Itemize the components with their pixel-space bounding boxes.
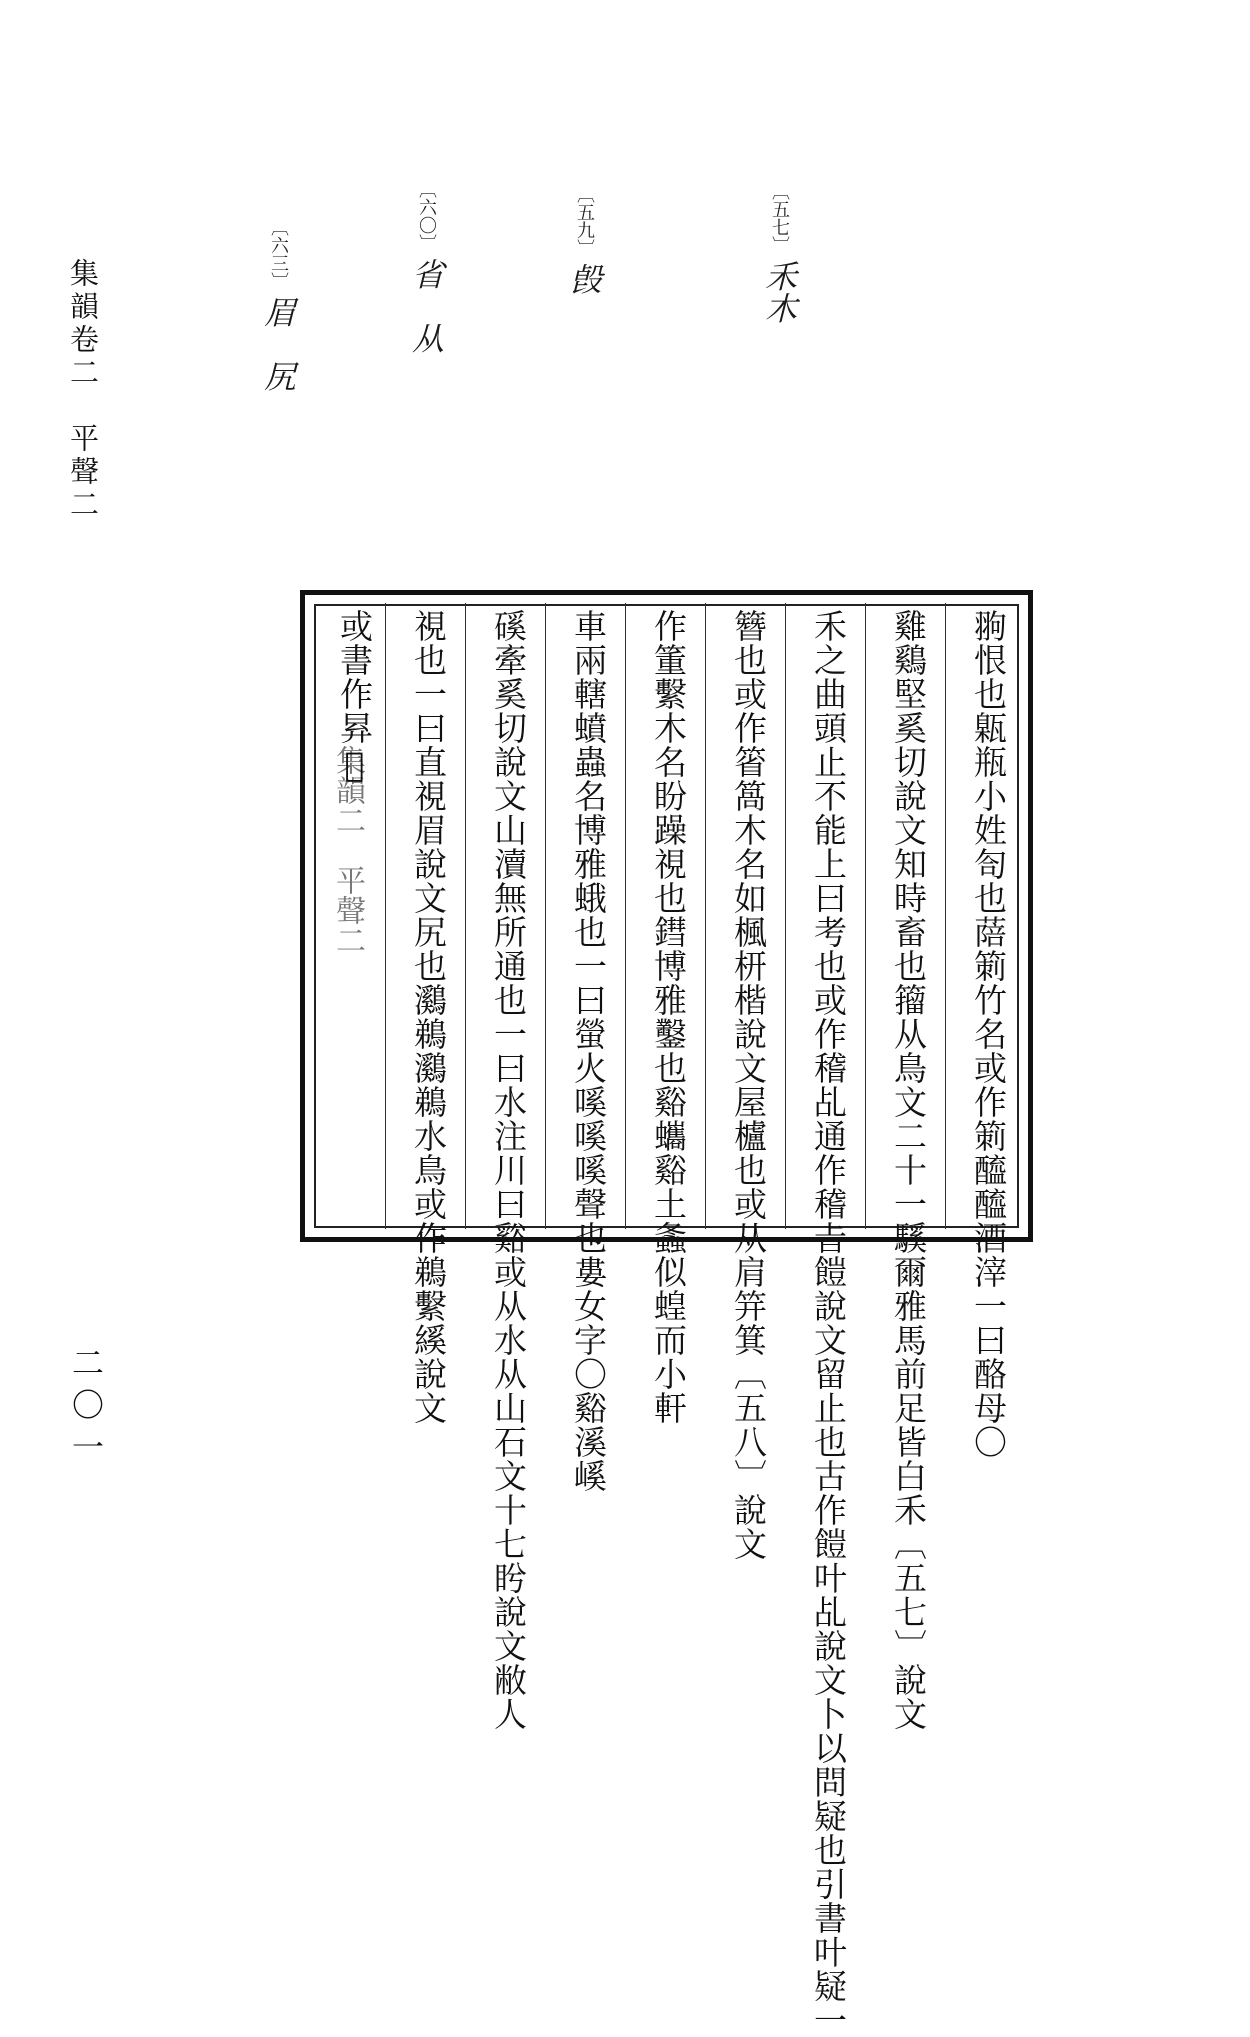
text-column-9: 或書作昪𣅔 bbox=[334, 609, 374, 785]
text-column-7: 磎牽奚切說文山瀆無所通也一曰水注川曰谿或从水从山石文十七盻說文敝人 bbox=[488, 609, 528, 1731]
text-block-frame bbox=[300, 590, 1033, 2037]
note-number: 〔六三〕 bbox=[268, 218, 289, 290]
running-title: 集韻卷二 平聲二 bbox=[66, 258, 100, 522]
note-number: 〔五七〕 bbox=[769, 182, 790, 254]
text-column-6: 車兩轄蟦蟲名博雅蛾也一曰螢火嗘嗘嗘聲也婁女字〇谿溪嵠 bbox=[568, 609, 608, 1493]
column-rule bbox=[945, 603, 946, 1229]
text-column-5: 作箽繫木名盼躁視也鏏博雅鑿也谿蠵谿土螽似蝗而小軒 bbox=[648, 609, 688, 1425]
faint-running-title: 集韻二 平聲二 bbox=[330, 745, 365, 955]
text-column-1: 翑恨也甈瓶小姓匌也䔒箣竹名或作箣醯醯酒滓一曰酪母〇 bbox=[968, 609, 1008, 1459]
page-number: 二〇一 bbox=[67, 1346, 105, 1472]
column-rule bbox=[545, 603, 546, 1229]
column-rule bbox=[385, 603, 386, 1229]
collation-note-59 bbox=[565, 185, 603, 295]
text-column-8: 視也一曰直視眉說文尻也鸂鵜鸂鵜水鳥或作鵜繫縘說文 bbox=[408, 609, 448, 1425]
note-text: 省 从 bbox=[407, 258, 445, 354]
text-column-4: 簪也或作箵䈑木名如楓枅楷說文屋櫨也或从肩笄箕〔五八〕說文 bbox=[728, 609, 768, 1561]
column-rule bbox=[865, 603, 866, 1229]
collation-note-63 bbox=[259, 218, 297, 392]
column-rule bbox=[705, 603, 706, 1229]
text-column-2: 雞鷄堅奚切說文知時畜也籀从鳥文二十一騱爾雅馬前足皆白禾〔五七〕說文 bbox=[888, 609, 928, 1731]
column-rule bbox=[625, 603, 626, 1229]
note-text: 㲃 bbox=[565, 263, 603, 295]
note-text: 禾木 bbox=[760, 260, 798, 324]
column-rule bbox=[785, 603, 786, 1229]
note-text: 眉 尻 bbox=[259, 296, 297, 392]
collation-note-57 bbox=[760, 182, 798, 324]
collation-note-60 bbox=[407, 180, 445, 354]
note-number: 〔六〇〕 bbox=[416, 180, 437, 252]
note-number: 〔五九〕 bbox=[574, 185, 595, 257]
column-rule bbox=[465, 603, 466, 1229]
text-column-3: 禾之曲頭止不能上曰考也或作稽乩通作稽㫖䭓說文留止也古作䭓叶乩說文卜以問疑也引書叶疑一 bbox=[808, 609, 848, 2037]
